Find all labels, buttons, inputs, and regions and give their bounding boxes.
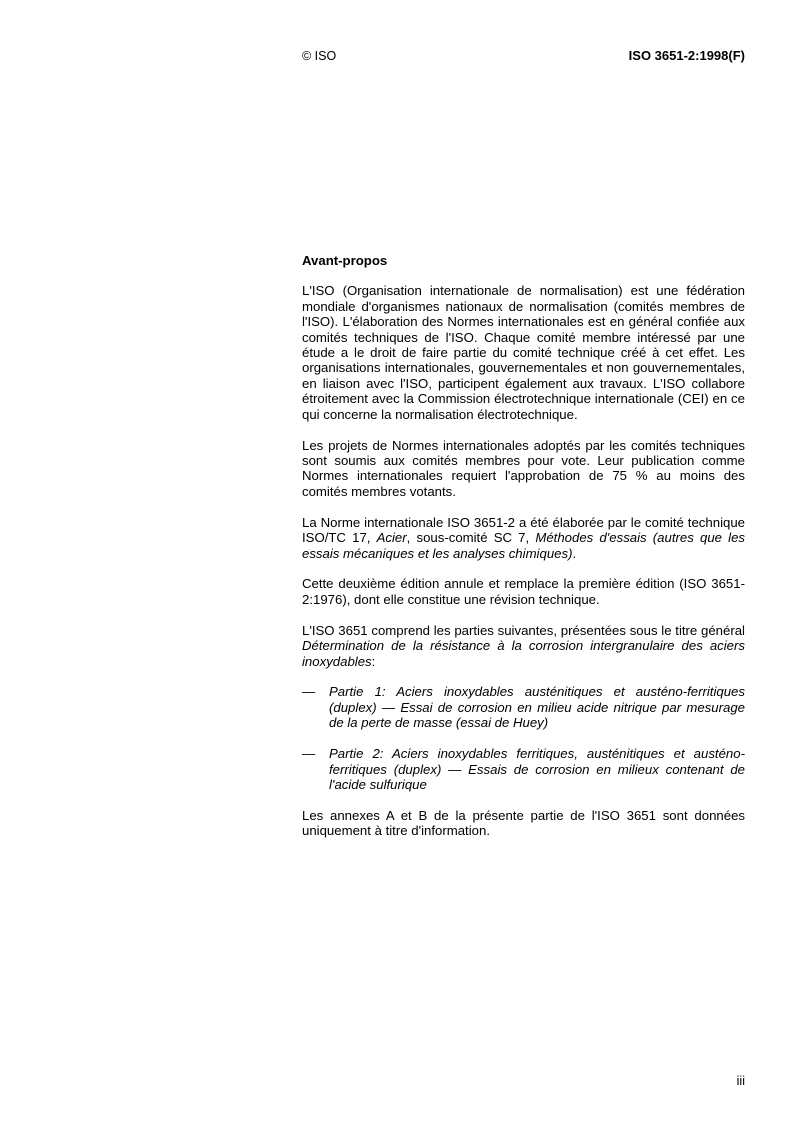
paragraph-committee	[302, 515, 745, 561]
subcommittee-name-italic: Méthodes d'essais (autres que les essais mécaniques et les analyses chimiques)	[302, 530, 745, 561]
copyright-notice: © ISO	[302, 49, 337, 63]
page-number: iii	[736, 1074, 745, 1088]
document-identifier: ISO 3651-2:1998(F)	[628, 48, 745, 63]
paragraph-parts-intro	[302, 623, 745, 669]
general-title-italic: Détermination de la résistance à la corrosion intergranulaire des aciers inoxydables	[302, 638, 745, 669]
paragraph-annexes: Les annexes A et B de la présente partie de l'ISO 3651 sont données uniquement à titre d'information.	[302, 807, 745, 839]
committee-text-1: La Norme internationale ISO 3651-2 a été élaborée par le comité technique ISO/TC 17,	[302, 514, 745, 546]
part-1-title: Partie 1: Aciers inoxydables austénitiques et austéno-ferritiques (duplex) — Essai de corrosion en milieu acide nitrique par mesurage de la perte de masse (essai de Huey)	[329, 684, 745, 731]
committee-text-2: , sous-comité SC 7,	[406, 530, 536, 546]
list-item-part-2	[302, 746, 745, 792]
paragraph-draft-standards: Les projets de Normes internationales adoptés par les comités techniques sont soumis aux comités membres pour vote. Leur publication comme Normes internationales requiert l'approbation de 75 % au moins des comités membres votants.	[302, 437, 745, 499]
committee-name-italic: Acier	[376, 530, 407, 546]
foreword-section	[302, 253, 745, 854]
list-dash: —	[302, 684, 316, 700]
section-title: Avant-propos	[302, 253, 388, 268]
list-item-part-1	[302, 684, 745, 730]
paragraph-edition: Cette deuxième édition annule et remplace la première édition (ISO 3651-2:1976), dont elle constitue une révision technique.	[302, 576, 745, 607]
parts-intro-text: L'ISO 3651 comprend les parties suivantes, présentées sous le titre général	[302, 622, 745, 638]
parts-intro-colon: :	[371, 653, 376, 669]
committee-text-3: .	[572, 545, 577, 561]
paragraph-iso-intro: L'ISO (Organisation internationale de normalisation) est une fédération mondiale d'organismes nationaux de normalisation (comités membres de l'ISO). L'élaboration des Normes internationales est en général confiée aux comités techniques de l'ISO. Chaque comité membre intéressé par une étude a le droit de faire partie du comité technique créé à cet effet. Les organisations internationales, gouvernementales et non gouvernementales, en liaison avec l'ISO, participent également aux travaux. L'ISO collabore étroitement avec la Commission électrotechnique internationale (CEI) en ce qui concerne la normalisation électrotechnique.	[302, 283, 745, 422]
part-2-title: Partie 2: Aciers inoxydables ferritiques, austénitiques et austéno-ferritiques (duplex) — Essais de corrosion en milieux contenant de l'acide sulfurique	[329, 746, 745, 792]
list-dash: —	[302, 746, 316, 762]
